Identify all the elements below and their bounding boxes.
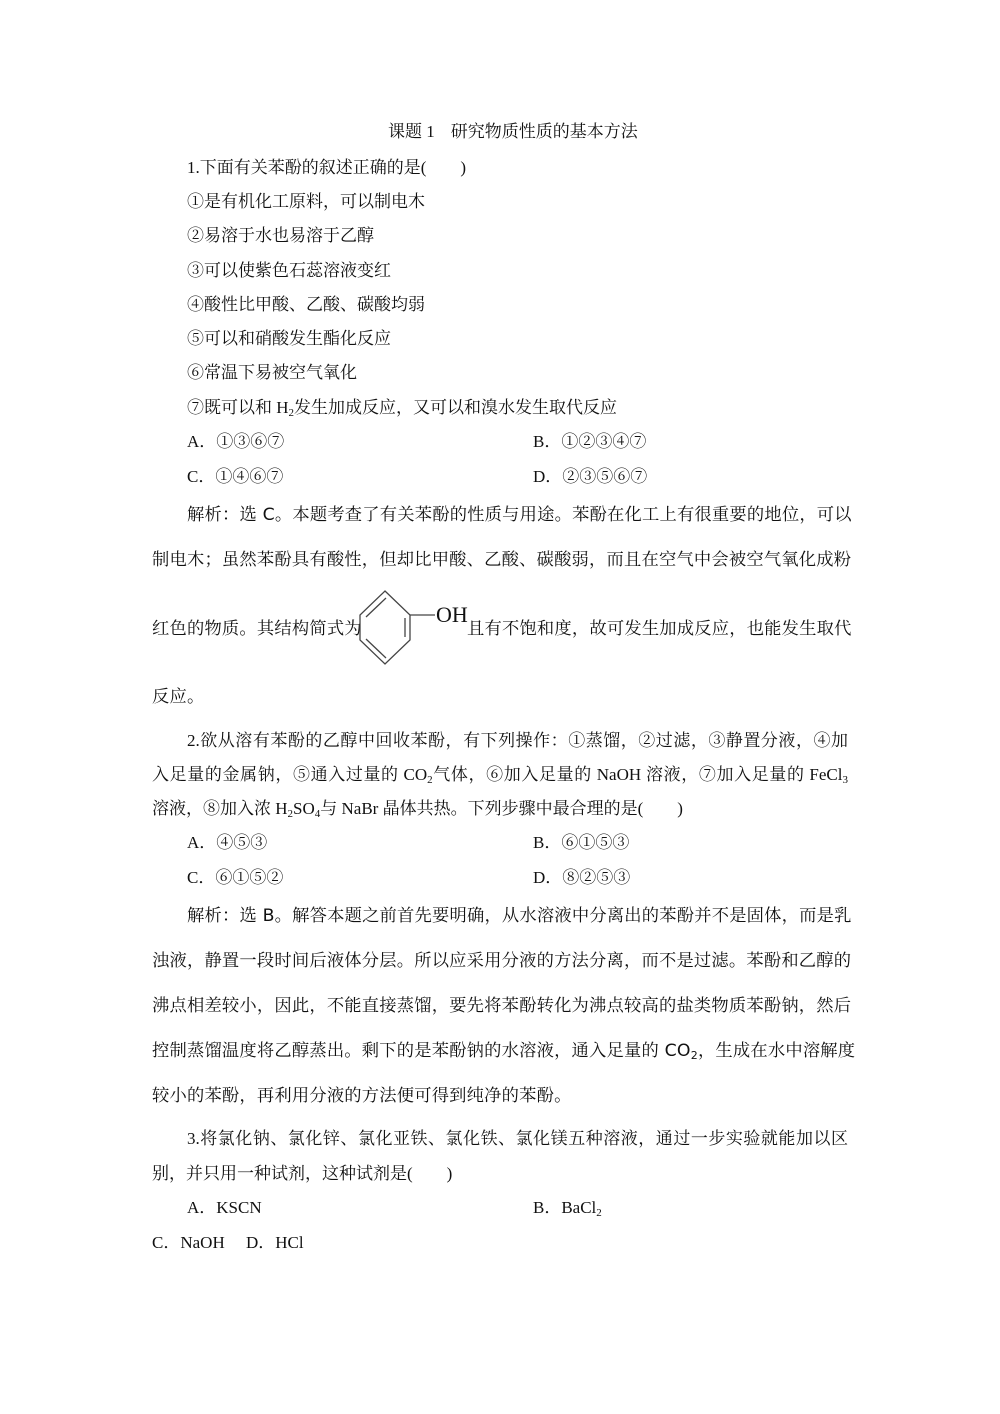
q1-statement-6: ⑥常温下易被空气氧化	[187, 363, 357, 382]
q1-analysis-line-2: 制电木；虽然苯酚具有酸性，但却比甲酸、乙酸、碳酸弱，而且在空气中会被空气氧化成粉	[152, 550, 852, 570]
q1-statement-1: ①是有机化工原料，可以制电木	[187, 192, 425, 211]
q1-s7-pre: ⑦既可以和 H	[187, 398, 289, 417]
q2-analysis-line-2: 浊液，静置一段时间后液体分层。所以应采用分液的方法分离，而不是过滤。苯酚和乙醇的	[152, 951, 852, 971]
q1-statement-3: ③可以使紫色石蕊溶液变红	[187, 261, 391, 280]
q3-option-b-sub: 2	[596, 1207, 602, 1219]
q1-analysis-line-1: 解析：选 C。本题考查了有关苯酚的性质与用途。苯酚在化工上有很重要的地位，可以	[187, 505, 852, 525]
q1-option-a: A．①③⑥⑦	[187, 432, 285, 451]
q3-stem-line-2: 别，并只用一种试剂，这种试剂是( )	[152, 1164, 453, 1183]
q2-stem-line-1: 2.欲从溶有苯酚的乙醇中回收苯酚，有下列操作：①蒸馏，②过滤，③静置分液，④加	[187, 731, 848, 750]
structure-oh-label: OH	[436, 602, 468, 627]
q2-stem-line-3	[152, 799, 683, 820]
page-title	[388, 123, 648, 140]
q1-s7-post: 发生加成反应，又可以和溴水发生取代反应	[294, 398, 618, 417]
q2-l3-c: 与 NaBr 晶体共热。下列步骤中最合理的是( )	[320, 799, 683, 818]
q2-option-c: C．⑥①⑤②	[187, 868, 284, 887]
q2-l3-b-sub: 4	[314, 808, 321, 820]
q1-stem: 1.下面有关苯酚的叙述正确的是( )	[187, 158, 467, 177]
q2-analysis-line-4	[152, 1041, 856, 1062]
q2-l2-b-sub: 3	[842, 774, 848, 786]
q2-l3-a-sub: 2	[287, 808, 294, 820]
q2-option-d: D．⑧②⑤③	[533, 868, 631, 887]
q2-l2-b: 气体，⑥加入足量的 NaOH 溶液，⑦加入足量的 FeCl	[432, 765, 843, 784]
q1-analysis-line-3-post: 且有不饱和度，故可发生加成反应，也能发生取代	[467, 619, 852, 639]
q1-option-b: B．①②③④⑦	[533, 432, 647, 451]
q1-analysis-line-4: 反应。	[152, 687, 205, 707]
q1-analysis-line-3-pre: 红色的物质。其结构简式为	[152, 619, 362, 639]
q2-analysis-line-5: 较小的苯酚，再利用分液的方法便可得到纯净的苯酚。	[152, 1086, 572, 1106]
q2-l3-a: 溶液，⑧加入浓 H	[152, 799, 288, 818]
q3-option-c-d: C．NaOH D．HCl	[152, 1233, 304, 1252]
q2-an-l4-sub: 2	[690, 1049, 698, 1062]
q2-an-l4-b: ，生成在水中溶解度	[697, 1041, 856, 1061]
q2-stem-line-2	[152, 765, 848, 786]
q1-statement-4: ④酸性比甲酸、乙酸、碳酸均弱	[187, 295, 425, 314]
q3-option-b-text: B．BaCl	[533, 1198, 597, 1217]
q1-statement-7	[187, 398, 618, 419]
q1-s7-sub: 2	[288, 407, 295, 419]
title-prefix: 课题 1	[388, 122, 435, 141]
q2-analysis-line-1: 解析：选 B。解答本题之前首先要明确，从水溶液中分离出的苯酚并不是固体，而是乳	[187, 906, 852, 926]
q2-an-l4-a: 控制蒸馏温度将乙醇蒸出。剩下的是苯酚钠的水溶液，通入足量的 CO	[152, 1041, 691, 1061]
q2-l2-a-sub: 2	[427, 774, 433, 786]
phenol-structure-icon	[355, 586, 485, 676]
q3-option-a: A．KSCN	[187, 1198, 262, 1217]
q2-l2-a: 入足量的金属钠，⑤通入过量的 CO	[152, 765, 428, 784]
q2-option-a: A．④⑤③	[187, 833, 268, 852]
q3-option-b	[533, 1198, 602, 1219]
q2-analysis-line-3: 沸点相差较小，因此，不能直接蒸馏，要先将苯酚转化为沸点较高的盐类物质苯酚钠，然后	[152, 996, 852, 1016]
q2-l3-b: SO	[293, 799, 315, 818]
q1-option-d: D．②③⑤⑥⑦	[533, 467, 648, 486]
q1-option-c: C．①④⑥⑦	[187, 467, 284, 486]
q1-statement-5: ⑤可以和硝酸发生酯化反应	[187, 329, 391, 348]
q3-stem-line-1: 3.将氯化钠、氯化锌、氯化亚铁、氯化铁、氯化镁五种溶液，通过一步实验就能加以区	[187, 1129, 848, 1148]
title-text: 研究物质性质的基本方法	[450, 122, 638, 141]
q1-statement-2: ②易溶于水也易溶于乙醇	[187, 226, 374, 245]
q2-option-b: B．⑥①⑤③	[533, 833, 630, 852]
